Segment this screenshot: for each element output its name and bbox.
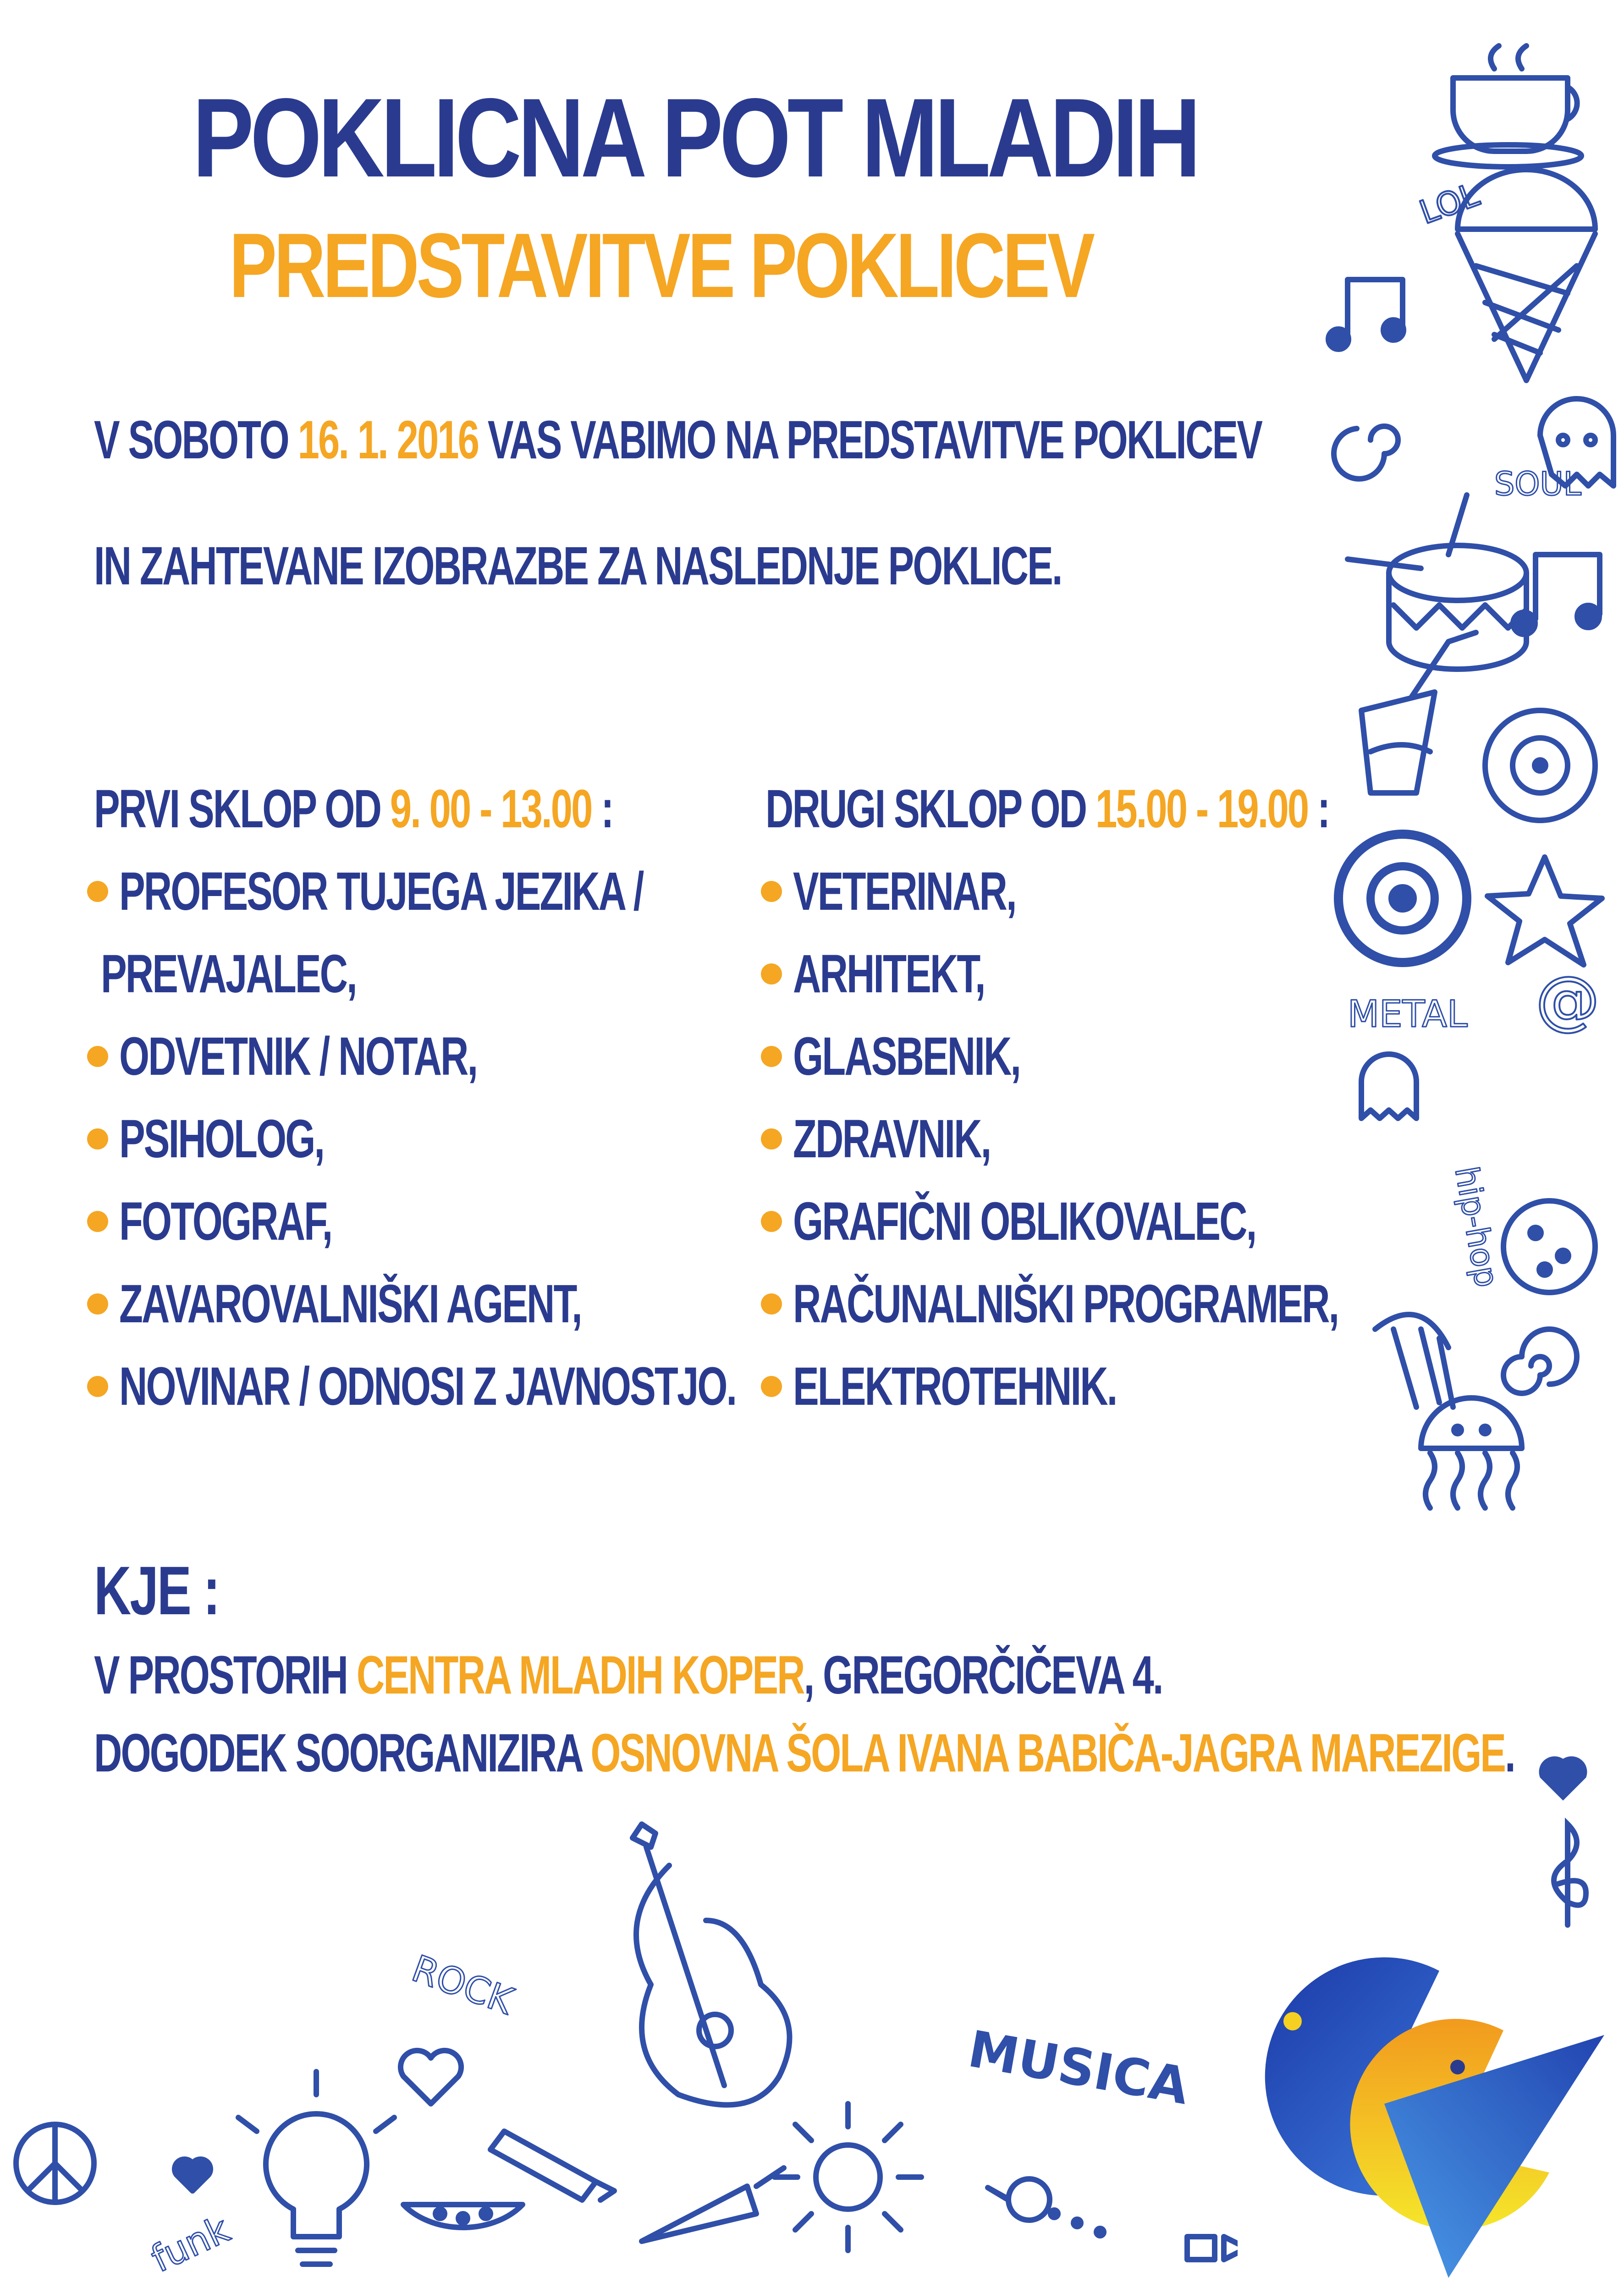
bullet-icon [87,1211,108,1232]
heart-icon [1542,1759,1585,1797]
target-icon [1338,834,1467,962]
location-prefix: V PROSTORIH [94,1645,357,1705]
block2-time: 15.00 - 19.00 [1095,779,1308,839]
block1-time: 9. 00 - 13.00 [390,779,592,839]
star-icon [1487,857,1602,965]
treble-clef-icon [1554,1824,1586,1925]
location-line-2 [94,1723,1514,1783]
ghost-2-icon [1361,1054,1416,1118]
bullet-icon [761,1376,782,1397]
block2-label: DRUGI SKLOP OD [765,779,1096,839]
list-item: NOVINAR / ODNOSI Z JAVNOSTJO. [87,1357,975,1439]
rock-doodle [407,1947,520,2023]
intro-text-b: VAS VABIMO NA PREDSTAVITVE POKLICEV [478,410,1262,470]
svg-text:funk: funk [145,2207,236,2281]
bullet-icon [761,1293,782,1314]
intro-line-2: IN ZAHTEVANE IZOBRAZBE ZA NASLEDNJE POKLICE. [94,536,1062,596]
location-heading: KJE : [94,1552,219,1629]
event-date: 16. 1. 2016 [297,410,479,470]
bullet-icon [87,1128,108,1150]
list-item: GLASBENIK, [761,1027,1550,1109]
intro-text-a: V SOBOTO [94,410,298,470]
bullet-icon [87,1046,108,1067]
doodles-bottom-right [1513,1751,1623,1934]
lol-doodle [1415,176,1484,231]
list-item: ZDRAVNIK, [761,1109,1550,1192]
drink-glass-icon [1361,632,1476,793]
spiral-icon [1503,1329,1577,1393]
list-item: GRAFIČNI OBLIKOVALEC, [761,1192,1550,1274]
svg-text:@: @ [1536,963,1600,1038]
coorganizer-name: OSNOVNA ŠOLA IVANA BABIČA-JAGRA MAREZIGE [590,1723,1505,1783]
list-item: VETERINAR, [761,862,1550,944]
doodles-bottom [0,1810,1238,2288]
light-bulb-icon [238,2072,394,2264]
list-item: FOTOGRAF, [87,1192,975,1274]
svg-text:MUSICA: MUSICA [964,2019,1193,2116]
guitar-icon [633,1824,790,2105]
intro-line-1 [94,410,1261,470]
cookie-icon [1503,1201,1595,1292]
block2-heading [765,779,1329,839]
page-subtitle: PREDSTAVITVE POKLICEV [229,214,1092,317]
coorganizer-prefix: DOGODEK SOORGANIZIRA [94,1723,591,1783]
bullet-icon [761,1128,782,1150]
svg-text:LOL: LOL [1415,176,1484,232]
block1-heading [94,779,613,839]
pacman-icon [988,2179,1104,2236]
small-heart-icon [175,2159,210,2191]
heart-outline-icon [401,2051,461,2104]
svg-text:METAL: METAL [1348,993,1468,1035]
bullet-icon [87,881,108,902]
list-item: ODVETNIK / NOTAR, [87,1027,975,1109]
pencil-icon [490,2131,614,2200]
venue-name: CENTRA MLADIH KOPER [356,1645,804,1705]
block1-colon: : [591,779,613,839]
list-item: PROFESOR TUJEGA JEZIKA / [87,862,975,944]
block1-label: PRVI SKLOP OD [94,779,390,839]
location-line-1 [94,1645,1162,1705]
coorganizer-suffix: . [1505,1723,1514,1783]
hiphop-doodle [1448,1164,1506,1290]
list-item: PSIHOLOG, [87,1109,975,1192]
svg-text:hip-hop: hip-hop [1448,1164,1506,1290]
slide-icon [1375,1314,1453,1407]
sun-icon [775,2104,921,2250]
page-title: POKLICNA POT MLADIH [193,75,1197,200]
bullet-icon [761,1046,782,1067]
peace-sign-icon [16,2124,94,2202]
block2-colon: : [1308,779,1329,839]
bullet-icon [761,881,782,902]
bullet-icon [87,1376,108,1397]
jellyfish-icon [1421,1398,1522,1508]
list-item: ELEKTROTEHNIK. [761,1357,1550,1439]
venue-address: , GREGORČIČEVA 4. [804,1645,1162,1705]
list-item: ZAVAROVALNIŠKI AGENT, [87,1274,975,1357]
doodles-right [1320,37,1623,1549]
bullet-icon [87,1293,108,1314]
bullet-icon [761,1211,782,1232]
music-note-icon [1328,280,1404,349]
watermelon-icon [403,2205,523,2228]
metal-doodle [1348,993,1468,1035]
list-item: RAČUNALNIŠKI PROGRAMER, [761,1274,1550,1357]
funk-doodle [145,2208,236,2281]
svg-text:SOUL: SOUL [1494,465,1581,503]
vinyl-record-icon [1485,710,1595,820]
bullet-icon [761,963,782,984]
at-icon [1536,963,1600,1038]
swirl-icon [1334,426,1398,479]
list-item: PREVAJALEC, [101,944,356,1004]
drum-icon [1348,495,1526,669]
party-horn-icon [642,2168,784,2241]
svg-text:ROCK: ROCK [406,1947,519,2023]
musica-doodle [964,2019,1193,2116]
logo [1201,1916,1624,2288]
list-item: ARHITEKT, [761,944,1550,1027]
soul-doodle [1494,465,1581,503]
coffee-cup-icon [1435,46,1581,167]
